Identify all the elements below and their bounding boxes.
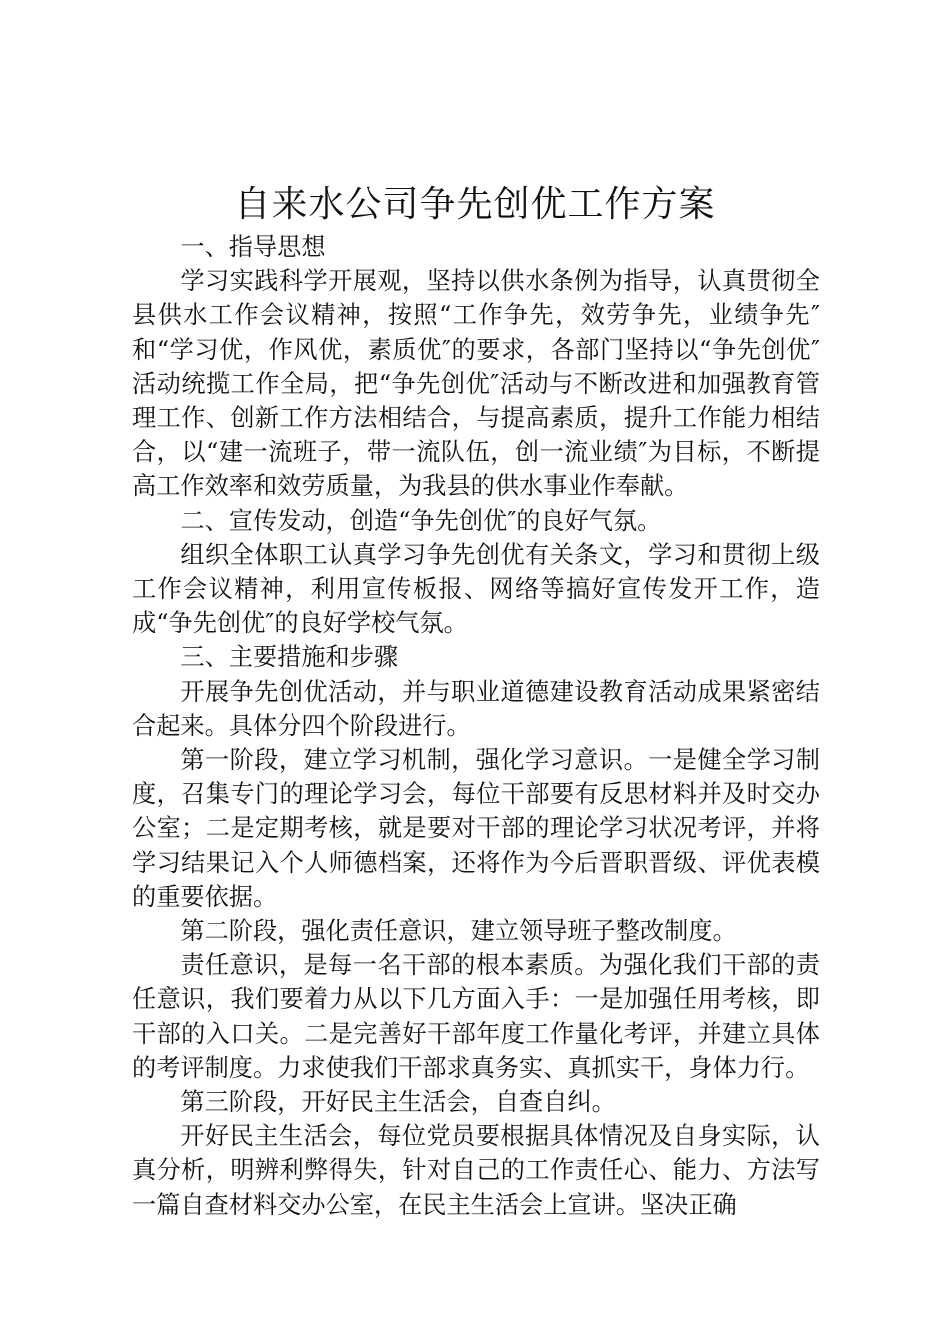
paragraph-stage-three: 开好民主生活会，每位党员要根据具体情况及自身实际，认真分析，明辨利弊得失，针对自己的工作责任心、能力、方法写一篇自查材料交办公室，在民主生活会上宣讲。坚决正确	[132, 1122, 820, 1219]
paragraph-stage-two: 责任意识，是每一名干部的根本素质。为强化我们干部的责任意识，我们要着力从以下几方面入手：一是加强任用考核，即干部的入口关。二是完善好干部年度工作量化考评，并建立具体的考评制度。力求使我们干部求真务实、真抓实干，身体力行。	[132, 951, 820, 1082]
heading-stage-two: 第二阶段，强化责任意识，建立领导班子整改制度。	[180, 917, 737, 946]
heading-guiding-thought: 一、指导思想	[180, 233, 326, 261]
paragraph-publicity: 组织全体职工认真学习争先创优有关条文，学习和贯彻上级工作会议精神，利用宣传板报、网络等搞好宣传发开工作，造成“争先创优″的良好学校气氛。	[132, 540, 820, 638]
paragraph-stage-one: 第一阶段，建立学习机制，强化学习意识。一是健全学习制度，召集专门的理论学习会，每位干部要有反思材料并及时交办公室；二是定期考核，就是要对干部的理论学习状况考评，并将学习结果记入个人师德档案，还将作为今后晋职晋级、评优表模的重要依据。	[132, 746, 820, 911]
paragraph-measures-intro: 开展争先创优活动，并与职业道德建设教育活动成果紧密结合起来。具体分四个阶段进行。	[132, 677, 820, 740]
document-title: 自来水公司争先创优工作方案	[234, 184, 716, 225]
heading-stage-three: 第三阶段，开好民主生活会，自查自纠。	[180, 1088, 616, 1117]
paragraph-guiding-thought: 学习实践科学开展观，坚持以供水条例为指导，认真贯彻全县供水工作会议精神，按照“工作争先，效劳争先，业绩争先″和“学习优，作风优，素质优″的要求，各部门坚持以“争先创优″活动统揽工作全局，把“争先创优″活动与不断改进和加强教育管理工作、创新工作方法相结合，与提高素质，提升工作能力相结合，以“建一流班子，带一流队伍，创一流业绩″为目标，不断提高工作效率和效劳质量，为我县的供水事业作奉献。	[132, 267, 820, 501]
document-body	[132, 230, 820, 1222]
heading-measures: 三、主要措施和步骤	[180, 643, 399, 672]
heading-publicity: 二、宣传发动，创造“争先创优″的良好气氛。	[180, 506, 662, 535]
